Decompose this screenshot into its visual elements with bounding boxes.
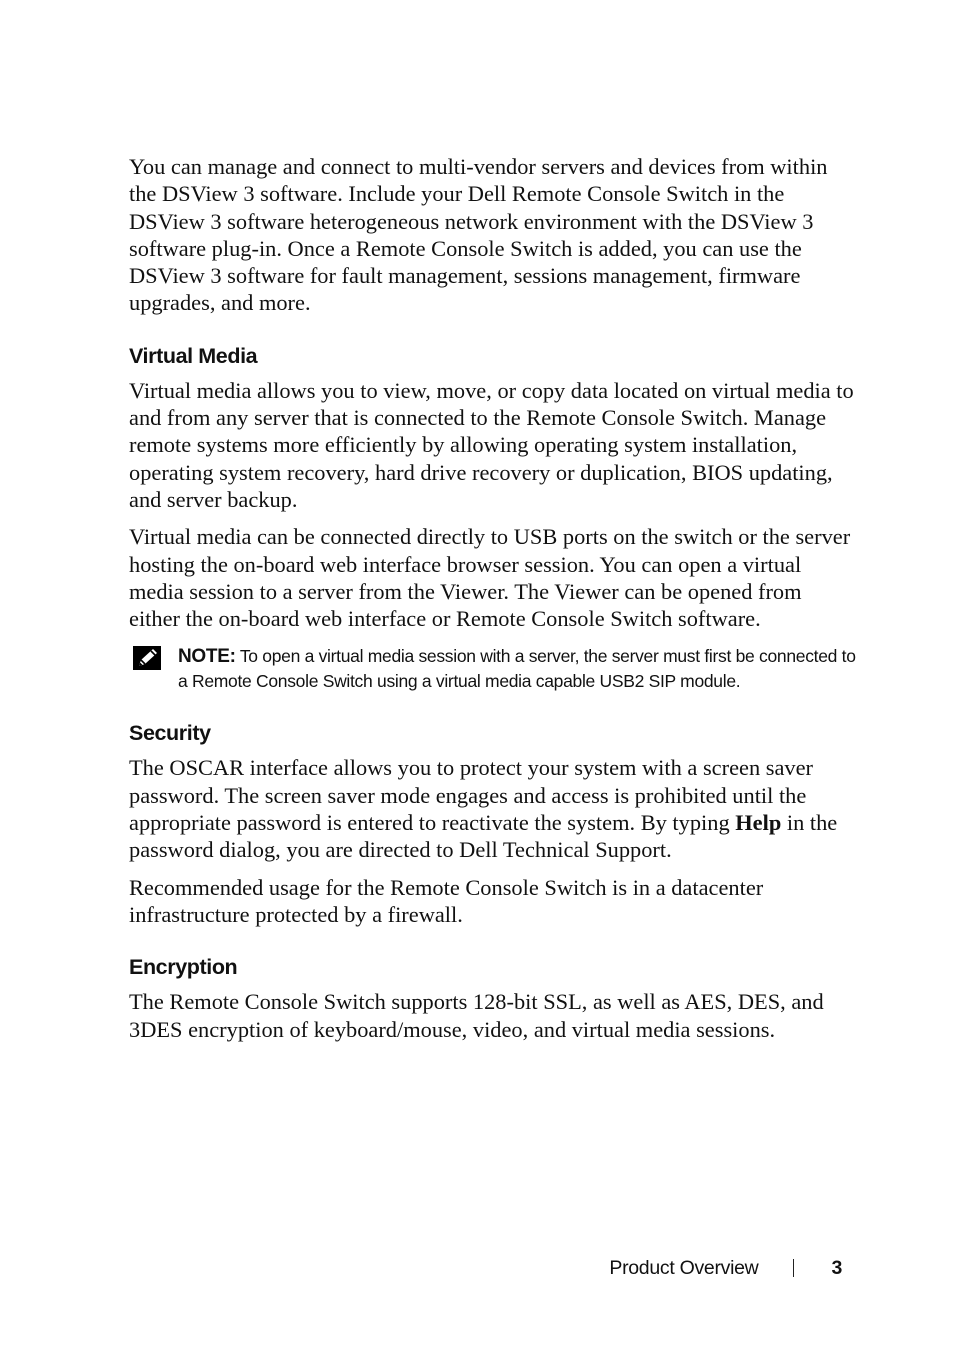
footer-divider	[793, 1259, 794, 1277]
virtual-media-paragraph-1: Virtual media allows you to view, move, or copy data located on virtual media to and from any server that is connected to the Remote Console Switch. Manage remote systems more efficiently by allowing operating system installation, operating system recovery, hard drive recovery or duplication, BIOS updating, and server backup.	[129, 377, 854, 512]
note-label: NOTE:	[178, 646, 236, 668]
help-keyword: Help	[735, 810, 782, 836]
note-box	[129, 644, 857, 694]
security-text-after: in the password dialog, you are directed to Dell Technical Support.	[129, 810, 838, 863]
security-paragraph-1	[129, 754, 857, 863]
footer-section-title: Product Overview	[609, 1257, 759, 1279]
security-text-before: The OSCAR interface allows you to protect your system with a screen saver password. The screen saver mode engages and access is prohibited until the appropriate password is entered to reactivate the system. By typing	[129, 755, 813, 836]
security-heading: Security	[129, 721, 211, 746]
virtual-media-paragraph-2: Virtual media can be connected directly to USB ports on the switch or the server hosting the on-board web interface browser session. You can open a virtual media session to a server from the Viewer. The Viewer can be opened from either the on-board web interface or Remote Console Switch software.	[129, 524, 851, 632]
security-paragraph-2: Recommended usage for the Remote Console Switch is in a datacenter infrastructure protected by a firewall.	[129, 874, 764, 927]
encryption-paragraph: The Remote Console Switch supports 128-bit SSL, as well as AES, DES, and 3DES encryption of keyboard/mouse, video, and virtual media sessions.	[129, 989, 824, 1042]
page-footer	[609, 1255, 842, 1281]
virtual-media-heading: Virtual Media	[129, 343, 258, 368]
note-body: To open a virtual media session with a server, the server must first be connected to a Remote Console Switch using a virtual media capable USB2 SIP module.	[178, 646, 856, 692]
intro-paragraph: You can manage and connect to multi-vendor servers and devices from within the DSView 3 software. Include your Dell Remote Console Switch in the DSView 3 software heterogeneous network environment with the DSView 3 software plug-in. Once a Remote Console Switch is added, you can use the DSView 3 software for fault management, sessions management, firmware upgrades, and more.	[129, 154, 828, 316]
page-body	[129, 153, 857, 1053]
encryption-heading: Encryption	[129, 955, 238, 980]
note-pencil-icon	[133, 646, 161, 670]
page-number: 3	[831, 1257, 842, 1279]
note-text	[178, 644, 857, 694]
